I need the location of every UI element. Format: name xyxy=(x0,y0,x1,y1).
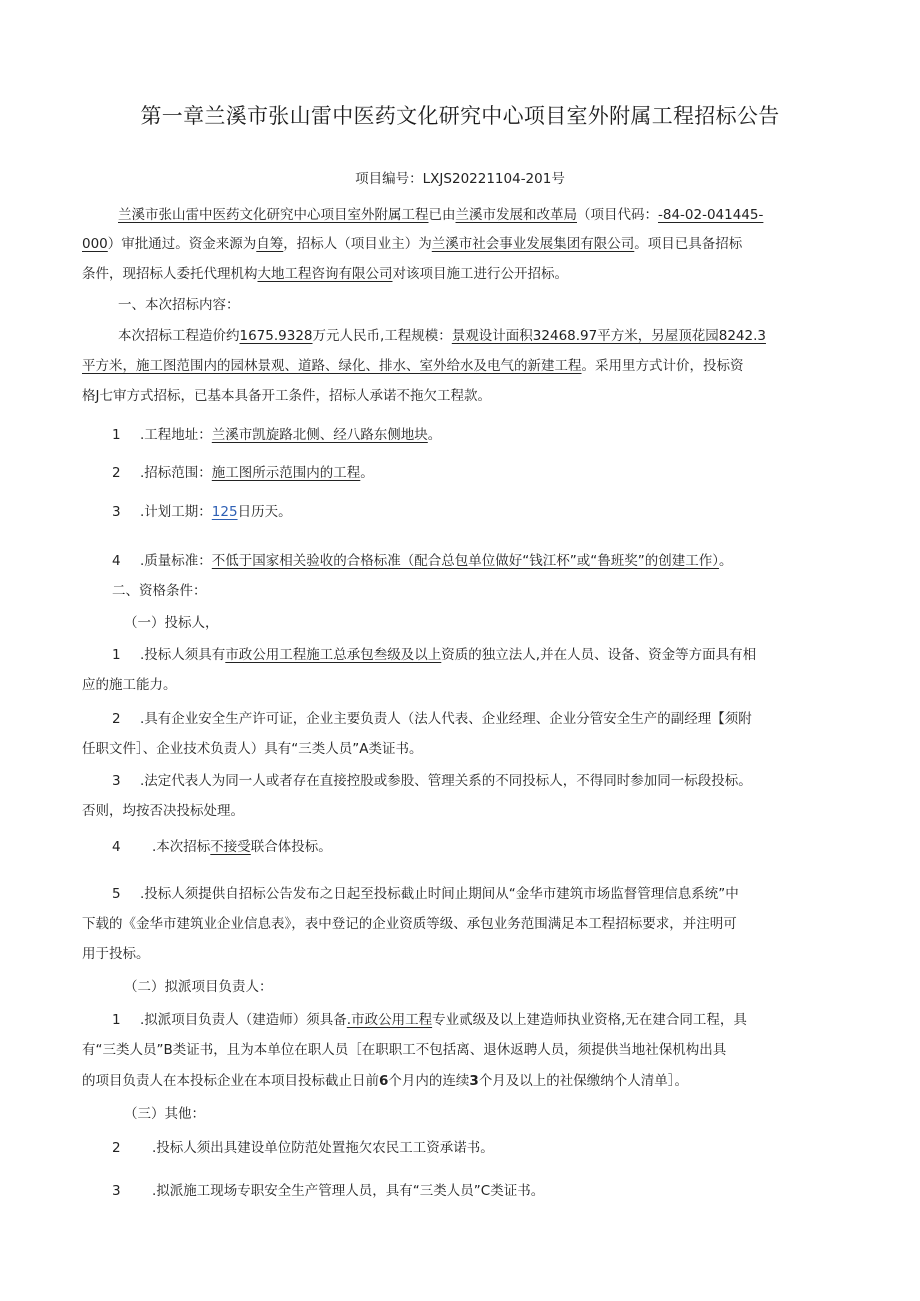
item-scope: 2 .招标范围：施工图所示范围内的工程。 xyxy=(112,465,374,481)
o2-line: 2 .投标人须出具建设单位防范处置拖欠农民工工资承诺书。 xyxy=(112,1140,494,1156)
q5-line-3: 用于投标。 xyxy=(82,946,150,962)
section1-heading: 一、本次招标内容： xyxy=(118,297,240,313)
subsection-other: （三）其他： xyxy=(124,1106,205,1122)
q4-line: 4 .本次招标不接受联合体投标。 xyxy=(112,839,332,855)
q1-line-1: 1 .投标人须具有市政公用工程施工总承包叁级及以上资质的独立法人,并在人员、设备、资金等方面具有相 xyxy=(112,647,757,663)
intro-funding: 自筹 xyxy=(256,236,284,252)
intro-line-2: 000）审批通过。资金来源为自筹，招标人（项目业主）为兰溪市社会事业发展集团有限公司。项目已具备招标 xyxy=(82,236,743,252)
scope-value: 施工图所示范围内的工程 xyxy=(211,465,361,481)
section1-para-line-2: 平方米，施工图范围内的园林景观、道路、绿化、排水、室外给水及电气的新建工程。采用里方式计价，投标资 xyxy=(82,358,744,374)
page-title: 第一章兰溪市张山雷中医药文化研究中心项目室外附属工程招标公告 xyxy=(140,104,780,128)
q2-line-2: 任职文件］、企业技术负责人）具有“三类人员”A类证书。 xyxy=(82,741,423,757)
intro-line-3: 条件，现招标人委托代理机构大地工程咨询有限公司对该项目施工进行公开招标。 xyxy=(82,266,568,282)
intro-code-tail: 000 xyxy=(82,236,108,252)
address-value: 兰溪市凯旋路北侧、经八路东侧地块 xyxy=(211,427,428,443)
q2-line-1: 2 .具有企业安全生产许可证，企业主要负责人（法人代表、企业经理、企业分管安全生产的副经理【须附 xyxy=(112,711,752,727)
section1-para-line-3: 格J七审方式招标，已基本具备开工条件，招标人承诺不拖欠工程款。 xyxy=(82,388,491,404)
intro-line-1: 兰溪市张山雷中医药文化研究中心项目室外附属工程已由兰溪市发展和改革局（项目代码：-84-02-041445- xyxy=(118,207,764,223)
quality-value: 不低于国家相关验收的合格标准（配合总包单位做好“钱江杯”或“鲁班奖”的创建工作） xyxy=(211,553,720,569)
subsection-manager: （二）拟派项目负责人： xyxy=(124,979,273,995)
q1-line-2: 应的施工能力。 xyxy=(82,677,177,693)
intro-agency: 大地工程咨询有限公司 xyxy=(257,266,393,282)
section1-para-line-1: 本次招标工程造价约1675.9328万元人民币,工程规模：景观设计面积32468.97平方米，另屋顶花园8242.3 xyxy=(118,328,766,344)
period-value: 125 xyxy=(211,504,238,520)
project-number: 项目编号：LXJS20221104-201号 xyxy=(355,171,565,187)
intro-project-name: 兰溪市张山雷中医药文化研究中心项目室外附属工程 xyxy=(118,207,429,223)
q5-line-1: 5 .投标人须提供自招标公告发布之日起至投标截止时间止期间从“金华市建筑市场监督管理信息系统”中 xyxy=(112,886,739,902)
intro-approver: 兰溪市发展和改革局 xyxy=(455,207,577,223)
q3-line-2: 否则，均按否决投标处理。 xyxy=(82,803,244,819)
q5-line-2: 下载的《金华市建筑业企业信息表》，表中登记的企业资质等级、承包业务范围满足本工程招标要求，并注明可 xyxy=(82,916,737,932)
item-period: 3 .计划工期：125日历天。 xyxy=(112,504,292,520)
q1-qualification: 市政公用工程施工总承包叁级及以上 xyxy=(225,647,442,663)
section2-heading: 二、资格条件： xyxy=(112,583,207,599)
intro-tenderer: 兰溪市社会事业发展集团有限公司 xyxy=(431,236,635,252)
item-address: 1 .工程地址：兰溪市凯旋路北侧、经八路东侧地块。 xyxy=(112,427,442,443)
o3-line: 3 .拟派施工现场专职安全生产管理人员，具有“三类人员”C类证书。 xyxy=(112,1183,545,1199)
scale-value-b: 平方米，施工图范围内的园林景观、道路、绿化、排水、室外给水及电气的新建工程 xyxy=(82,358,582,374)
m1-line-3: 的项目负责人在本投标企业在本项目投标截止日前6个月内的连续3个月及以上的社保缴纳个人清单］。 xyxy=(82,1073,689,1089)
cost-value: 1675.9328 xyxy=(239,328,313,344)
item-quality: 4 .质量标准：不低于国家相关验收的合格标准（配合总包单位做好“钱江杯”或“鲁班奖”的创建工作）。 xyxy=(112,553,733,569)
m1-specialty: .市政公用工程 xyxy=(346,1012,433,1028)
scale-value-a: 景观设计面积32468.97平方米，另屋顶花园8242.3 xyxy=(451,328,766,344)
subsection-bidder: （一）投标人， xyxy=(124,615,219,631)
m1-line-2: 有“三类人员”B类证书，且为本单位在职人员［在职职工不包括离、退休返聘人员，须提供当地社保机构出具 xyxy=(82,1042,727,1058)
q3-line-1: 3 .法定代表人为同一人或者存在直接控股或参股、管理关系的不同投标人，不得同时参加同一标段投标。 xyxy=(112,773,752,789)
intro-code: -84-02-041445- xyxy=(658,207,764,223)
q4-not-accept: 不接受 xyxy=(210,839,251,855)
m1-line-1: 1 .拟派项目负责人（建造师）须具备.市政公用工程专业贰级及以上建造师执业资格,无在建合同工程，具 xyxy=(112,1012,747,1028)
